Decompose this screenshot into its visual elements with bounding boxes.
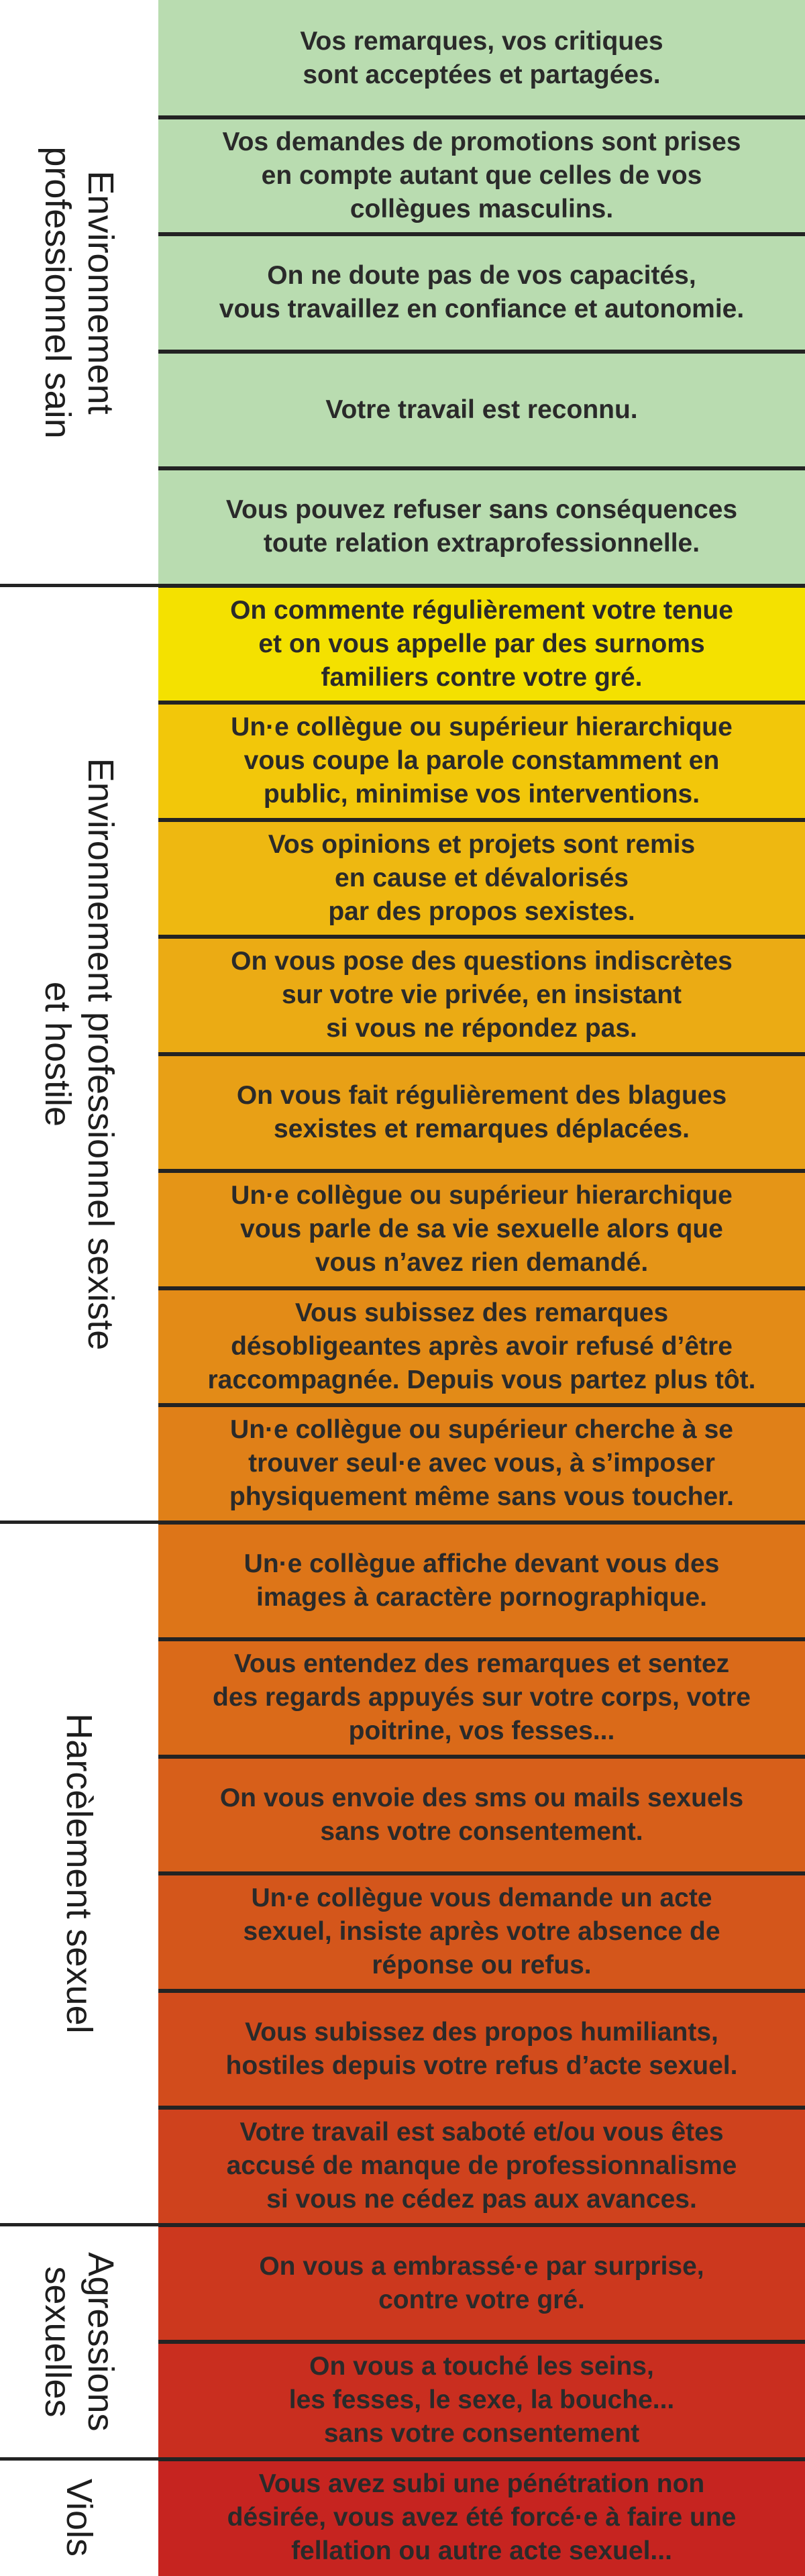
item-divider xyxy=(158,701,805,705)
scale-item-text: On vous fait régulièrement des blagues sexistes et remarques déplacées. xyxy=(236,1080,727,1143)
category-label: Harcèlement sexuel xyxy=(59,1713,99,2034)
scale-item xyxy=(158,1171,805,1288)
scale-item xyxy=(158,1523,805,1640)
item-divider xyxy=(158,1989,805,1993)
item-divider xyxy=(158,2340,805,2344)
scale-item xyxy=(158,703,805,820)
scale-item xyxy=(158,1405,805,1523)
scale-item xyxy=(158,820,805,937)
scale-item xyxy=(158,0,805,117)
category-label: Agressions sexuelles xyxy=(38,2252,121,2432)
scale-item-text: On vous a embrassé·e par surprise, contre votre gré. xyxy=(259,2251,704,2314)
category-hostile xyxy=(0,586,158,1523)
scale-item xyxy=(158,117,805,235)
scale-item-text: Un·e collègue ou supérieur hierarchique vous parle de sa vie sexuelle alors que vous n’avez rien demandé. xyxy=(231,1181,733,1278)
scale-item xyxy=(158,1639,805,1757)
scale-item-text: Vous avez subi une pénétration non désirée, vous avez été forcé·e à faire une fellation ou autre acte sexuel... xyxy=(227,2469,737,2565)
scale-item-text: On vous envoie des sms ou mails sexuels sans votre consentement. xyxy=(219,1783,744,1846)
category-viols xyxy=(0,2459,158,2576)
item-divider xyxy=(158,1286,805,1290)
item-divider xyxy=(158,818,805,822)
scale-item-text: Un·e collègue vous demande un acte sexuel, insiste après votre absence de réponse ou refus. xyxy=(243,1884,720,1980)
scale-item xyxy=(158,1873,805,1991)
item-divider xyxy=(158,350,805,354)
scale-item xyxy=(158,1054,805,1172)
scale-item xyxy=(158,586,805,703)
category-label: Environnement professionnel sexiste et hostile xyxy=(38,758,121,1350)
item-divider xyxy=(158,1052,805,1056)
scale-item-text: On vous pose des questions indiscrètes sur votre vie privée, en insistant si vous ne répondez pas. xyxy=(231,947,733,1043)
item-divider xyxy=(158,2106,805,2110)
scale-item xyxy=(158,1757,805,1874)
scale-item-text: Vos remarques, vos critiques sont acceptées et partagées. xyxy=(300,27,663,90)
item-divider xyxy=(158,466,805,470)
scale-item xyxy=(158,234,805,352)
scale-item-text: Vos demandes de promotions sont prises en compte autant que celles de vos collègues masculins. xyxy=(222,127,741,223)
item-divider xyxy=(158,1637,805,1641)
scale-item xyxy=(158,352,805,469)
scale-item-text: Vous entendez des remarques et sentez des regards appuyés sur votre corps, votre poitrine, vos fesses... xyxy=(213,1649,751,1746)
category-sain xyxy=(0,0,158,586)
category-separator xyxy=(0,1521,805,1524)
scale-item xyxy=(158,2342,805,2459)
category-label: Environnement professionnel sain xyxy=(38,146,121,439)
scale-item-text: Votre travail est reconnu. xyxy=(325,395,638,424)
scale-item-text: On ne doute pas de vos capacités, vous travaillez en confiance et autonomie. xyxy=(219,261,745,324)
scale-item-text: Vous subissez des propos humiliants, hostiles depuis votre refus d’acte sexuel. xyxy=(225,2017,738,2080)
scale-item-text: Un·e collègue ou supérieur hierarchique vous coupe la parole constamment en public, minimise vos interventions. xyxy=(231,713,733,809)
item-divider xyxy=(158,115,805,119)
category-separator xyxy=(0,2223,805,2226)
scale-item xyxy=(158,468,805,586)
item-divider xyxy=(158,232,805,236)
category-harcelement xyxy=(0,1523,158,2225)
item-divider xyxy=(158,1169,805,1173)
category-separator xyxy=(0,2457,805,2461)
scale-item-text: Un·e collègue affiche devant vous des images à caractère pornographique. xyxy=(244,1549,720,1612)
risk-scale xyxy=(158,0,805,2576)
category-label: Viols xyxy=(59,2478,99,2557)
scale-item-text: Vos opinions et projets sont remis en cause et dévalorisés par des propos sexistes. xyxy=(268,829,696,926)
category-separator xyxy=(0,584,805,587)
item-divider xyxy=(158,1755,805,1759)
scale-item xyxy=(158,2225,805,2342)
scale-item-text: Vous subissez des remarques désobligeantes après avoir refusé d’être raccompagnée. Depuis vous partez plus tôt. xyxy=(207,1298,756,1394)
scale-item-text: Un·e collègue ou supérieur cherche à se trouver seul·e avec vous, à s’imposer physiquement même sans vous toucher. xyxy=(229,1415,735,1512)
category-agressions xyxy=(0,2225,158,2459)
item-divider xyxy=(158,1403,805,1407)
scale-item-text: On commente régulièrement votre tenue et on vous appelle par des surnoms familiers contre votre gré. xyxy=(230,595,733,692)
item-divider xyxy=(158,1871,805,1875)
scale-item xyxy=(158,1288,805,1406)
scale-item-text: On vous a touché les seins, les fesses, le sexe, la bouche... sans votre consentement xyxy=(288,2352,675,2449)
scale-item xyxy=(158,2459,805,2576)
scale-item-text: Votre travail est saboté et/ou vous êtes accusé de manque de professionnalisme si vous ne cédez pas aux avances. xyxy=(226,2118,737,2214)
scale-item xyxy=(158,937,805,1054)
item-divider xyxy=(158,935,805,939)
scale-item xyxy=(158,1991,805,2108)
scale-item xyxy=(158,2108,805,2225)
scale-item-text: Vous pouvez refuser sans conséquences toute relation extraprofessionnelle. xyxy=(225,495,738,558)
